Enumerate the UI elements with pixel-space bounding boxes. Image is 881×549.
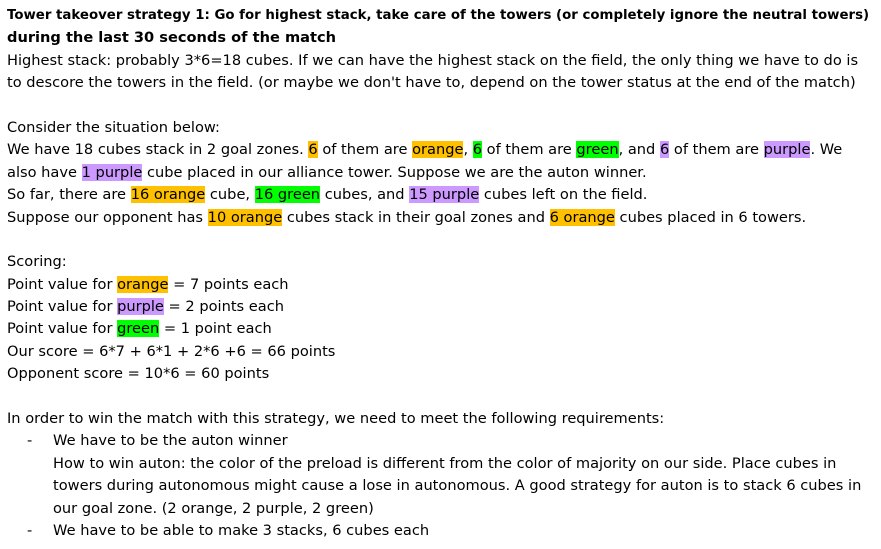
text-run: cubes stack in their goal zones and [282,208,550,226]
highlight-purple: purple [117,298,164,316]
bullet-dash-icon: - [27,521,33,539]
scoring-heading: Scoring: [7,253,67,271]
text-run: Point value for [7,298,118,316]
requirement-detail-line-3: our goal zone. (2 orange, 2 purple, 2 green) [53,499,374,517]
text-run: cube, [205,186,255,204]
opponent-score: Opponent score = 10*6 = 60 points [7,365,270,383]
text-run: So far, there are [7,186,131,204]
intro-line-1: Highest stack: probably 3*6=18 cubes. If we can have the highest stack on the field, the only thing we have to do is [7,51,859,69]
highlight-purple: 15 purple [409,186,480,204]
situation-line-3 [7,184,874,206]
text-run: We have 18 cubes stack in 2 goal zones. [7,141,309,159]
text-run: of them are [482,141,577,159]
highlight-orange: 10 orange [207,208,283,226]
text-run: cube placed in our alliance tower. Suppose we are the auton winner. [142,163,647,181]
title-line-1: Tower takeover strategy 1: Go for highest stack, take care of the towers (or completely ignore the neutral towers) [7,8,870,23]
highlight-orange: orange [412,141,464,159]
text-run: = 1 point each [159,320,272,338]
text-run: . We [810,141,843,159]
bullet-dash-icon: - [27,432,33,450]
scoring-orange [7,274,874,296]
requirement-item-2 [7,520,874,542]
highlight-orange: 6 orange [549,208,615,226]
highlight-purple: 6 [659,141,670,159]
text-run: cubes, and [320,186,410,204]
highlight-orange: 16 orange [130,186,206,204]
text-run: also have [7,163,82,181]
text-run: = 7 points each [168,275,289,293]
our-score: Our score = 6*7 + 6*1 + 2*6 +6 = 66 points [7,342,336,360]
text-run: , [463,141,473,159]
highlight-green: green [117,320,160,338]
scoring-green [7,318,874,340]
situation-line-2 [7,162,874,184]
situation-line-1 [7,139,874,161]
text-run: Suppose our opponent has [7,208,208,226]
text-run: = 2 points each [163,298,284,316]
highlight-green: 16 green [254,186,321,204]
highlight-purple: 1 purple [81,163,143,181]
requirement-text: We have to be the auton winner [53,432,288,450]
scoring-purple [7,296,874,318]
requirement-text: We have to be able to make 3 stacks, 6 cubes each [53,521,430,539]
highlight-orange: orange [117,275,169,293]
requirements-intro: In order to win the match with this strategy, we need to meet the following requirements: [7,410,665,428]
requirement-item-1 [7,430,874,452]
title-line-2: during the last 30 seconds of the match [7,29,337,47]
text-run: Point value for [7,275,118,293]
highlight-green: 6 [472,141,483,159]
spacer [7,229,874,251]
text-run: Point value for [7,320,118,338]
text-run: of them are [669,141,764,159]
text-run: cubes left on the field. [479,186,648,204]
situation-heading: Consider the situation below: [7,118,220,136]
text-run: of them are [317,141,413,159]
highlight-orange: 6 [308,141,318,159]
highlight-purple: purple [763,141,811,159]
highlight-green: green [576,141,619,159]
intro-line-2: to descore the towers in the field. (or maybe we don't have to, depend on the tower status at the end of the match) [7,74,856,92]
text-run: , and [618,141,660,159]
spacer [7,386,874,408]
text-run: cubes placed in 6 towers. [614,208,807,226]
situation-line-4 [7,207,874,229]
spacer [7,95,874,117]
requirement-detail-line-2: towers during autonomous might cause a lose in autonomous. A good strategy for auton is to stack 6 cubes in [53,477,862,495]
requirement-detail-line-1: How to win auton: the color of the preload is different from the color of majority on our side. Place cubes in [53,454,837,472]
